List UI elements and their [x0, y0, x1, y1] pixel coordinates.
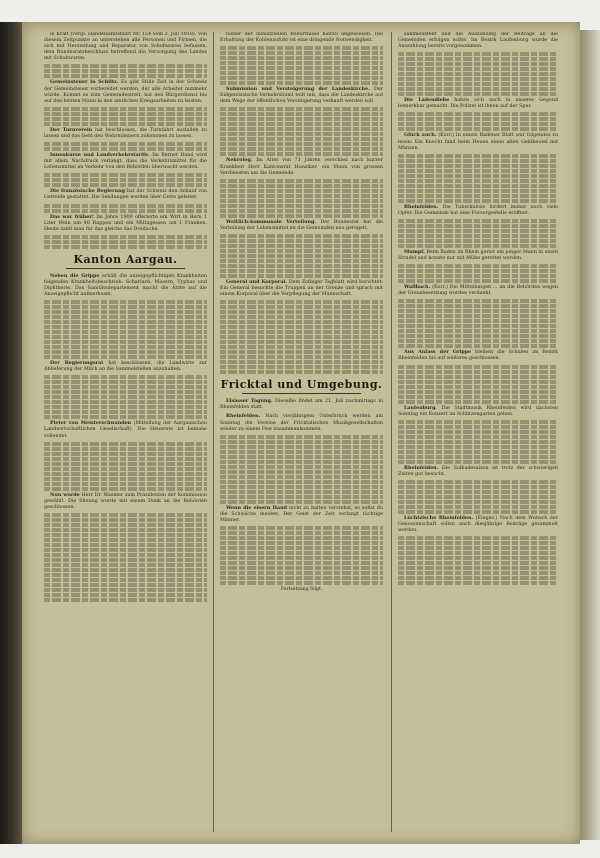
article-title: Nekrolog.: [226, 157, 253, 164]
article-26: Laufenburg. Die Stadtmusik Rheinfelden wird nächsten Sonntag ein Konzert im Schützengarten geben.: [398, 404, 558, 417]
article-title: Nun wurde: [50, 491, 80, 498]
article-25: Aus Anlass der Grippe bleiben die Schulen im Bezirk Rheinfelden bis auf weiteres geschlossen.: [398, 349, 558, 362]
column-2: [220, 32, 383, 834]
article-6: Das war früher! Im Jahre 1900 offerierte ein Wirt in Bern 1 Liter Wein um 40 Rappen und ein Mittagessen um 1 Franken. Heute zahlt man für das gleiche das Dreifache.: [44, 213, 207, 232]
article-4: Innenkurse und Landverkehrstarife. Im Berner Bund wird mit allem Nachdruck verlangt, dass die Verkehrsmittel für die Lebensmittel im Verkehr von den Behörden überwacht werden.: [44, 152, 207, 171]
article-title: Laufenburg.: [404, 404, 437, 411]
article-7: Neben die Grippe erhält die anzeigepflichtigen Krankheiten folgenden Krankheitsbeschrieb: Scharlach, Masern, Typhus und Diphtherie. Das Sanitätsdepartement macht die Ärzte auf die Anzeigepflicht aufmerksam.: [44, 272, 207, 298]
article-title: Mumpf.: [404, 248, 425, 255]
article-title: Glück auch.: [404, 132, 437, 139]
article-24: Wallbach. (Korr.) Die Mitteilungen ... an die Behörden wegen der Grenzbesetzung wurden verdankt.: [398, 284, 558, 297]
article-2: Gemeinsteuer in Schiltz. Es gibt Stille Zeit in der Schweiz der Gemeinsteuer vorbereitet werden, der alle Arbeiter nunmehr würde. Kommt es zum Gemeindestreit, hat den Bürgerdienst bis auf den letzten Mann in den amtlichen Kriegsarbeiten zu leisten.: [44, 79, 207, 104]
article-title: Wenn die eisern Hand: [226, 504, 287, 511]
article-28: Lüchtzische Rheinfelden. (Einges.) Nach dem Wunsch der Genossenschaft sollen auch diesjährige Beiträge gesammelt werden.: [398, 514, 558, 534]
article-title: Aus Anlass der Grippe: [404, 349, 472, 356]
column-rule-1: [213, 32, 214, 832]
article-1: in Kraft (vergl. Handelsamtsblatt Nr. 154 vom 2. Juli 1918). Von diesem Zeitpunkte an unterstehen alle Personen und Firmen, die sich mit Herstellung und Reparatur von Schuhwaren befassen, dem Bundesratsbeschluss betreffend die Versorgung des Landes mit Schuhwaren.: [44, 32, 207, 62]
article-21: Glück auch. (Korr.) In einem Badener Blatt war folgendes zu lesen: Ein Knecht fand beim Heuen einen alten Geldbeutel mit Münzen.: [398, 132, 558, 151]
article-18: Wenn die eisern Hand nicht zu halten verstehst, so sollst du die Schwäche meiden. Der Geist der Zeit verlangt tüchtige Männer.: [220, 504, 383, 523]
article-title: General und Korporal.: [226, 278, 287, 285]
article-27: Rheinfelden. Die Solbadesaison ist trotz der schwierigen Zeiten gut besucht.: [398, 464, 558, 477]
article-16: Elsässer Tagung. Dieselbe findet am 21. Juli nachmittags in Rheinfelden statt.: [220, 398, 383, 411]
article-title: Rheinfelden.: [404, 464, 439, 471]
article-title: Innenkurse und Landverkehrstarife.: [50, 152, 150, 159]
article-title: Pieter von Meisterschwanden: [50, 420, 132, 427]
article-title: Neben die Grippe: [50, 272, 100, 279]
article-title: Der Turnverein: [50, 126, 93, 133]
article-22: Rheinfelden. Die Tuberkulose fordert immer noch viele Opfer. Die Gemeinde hat eine Fürsorgestelle eröffnet.: [398, 203, 558, 216]
article-title: Das war früher!: [50, 213, 94, 220]
article-title: Gemeinsteuer in Schiltz.: [50, 79, 119, 86]
column-3: [398, 32, 558, 834]
article-title: Wallbach.: [404, 284, 431, 291]
column-1: [44, 32, 207, 834]
article-title: Der Regierungsrat: [50, 360, 104, 367]
article-title: Elsässer Tagung.: [226, 398, 273, 405]
newspaper-page: [22, 22, 580, 844]
article-11: bisher der industriellen Bedürfnisse hierzu angewiesen. Die Erhaltung der Kohlenzufuhr ist eine dringende Notwendigkeit.: [220, 32, 383, 44]
article-9: Pieter von Meisterschwanden (Mitteilung der Aargauischen Landwirtschaftlichen Gesellschaft). Die Heuernte ist beinahe vollendet.: [44, 420, 207, 439]
article-3: Der Turnverein hat beschlossen, die Turnfahrt ausfallen zu lassen und das Geld den Wehrmännern zukommen zu lassen.: [44, 126, 207, 139]
article-23: Mumpf. Beim Baden im Rhein geriet ein junger Mann in einen Strudel und konnte nur mit Mühe gerettet werden.: [398, 248, 558, 262]
article-title: Lüchtzische Rheinfelden.: [404, 514, 474, 521]
article-title: Die französische Regierung: [50, 188, 125, 195]
article-20: Die Ladendiebe haben sich auch in unserer Gegend bemerkbar gemacht. Die Polizei ist ihnen auf der Spur.: [398, 97, 558, 110]
article-title: Rheinfelden.: [226, 413, 261, 420]
article-10: Nun wurde Herr Dr. Wasmer zum Präsidenten der Kommission gewählt. Die Sitzung wurde mit einem Dank an die Behörden geschlossen.: [44, 491, 207, 510]
article-19: sammenstellt und die Auszahlung der Beiträge an die Gemeinden erfolgen sollte. Im Bezirk Laufenburg wurde die Auszahlung bereits vorgenommen.: [398, 32, 558, 50]
article-title: Rheinfelden.: [404, 203, 439, 210]
column-rule-2: [391, 32, 392, 832]
article-5: Die französische Regierung hat der Schweiz den Ankauf von Getreide gestattet. Die Sendungen werden über Cette geleitet.: [44, 188, 207, 201]
article-15: General und Korporal. Dem Zofinger Tagblatt wird berichtet: Ein General besuchte die Truppen an der Grenze und sprach mit einem Korporal über die Verpflegung der Mannschaft.: [220, 278, 383, 298]
page-stack-edge: [580, 30, 600, 840]
article-8: Der Regierungsrat hat beschlossen, die Landwirte zur Ablieferung der Milch an die Sammelstellen anzuhalten.: [44, 360, 207, 373]
article-12: Submission und Versteigerung der Landeskirche. Der Eidgenössische Verkehrsbund teilt mit, dass die Landeskirche auf dem Wege der öffentlichen Versteigerung verkauft werden soll.: [220, 86, 383, 105]
article-13: Nekrolog. Im Alter von 71 Jahren verschied nach kurzer Krankheit Herr Kantonsrat Hunziker, ein Mann von grossen Verdiensten um die Gemeinde.: [220, 157, 383, 176]
section-heading-fricktal: Fricktal und Umgebung.: [220, 378, 383, 392]
article-title: Submission und Versteigerung der Landeskirche.: [226, 86, 370, 93]
article-17: Rheinfelden. Nach vierjährigem Unterbruch werden am Sonntag die Vereine der Fricktalischen Musikgesellschaften wieder zu einem Fest zusammenkommen.: [220, 413, 383, 432]
article-title: Weltlich-kommunale Verteilung.: [226, 218, 317, 225]
continuation-note: Fortsetzung folgt.: [280, 586, 323, 592]
section-heading-kanton-aargau: Kanton Aargau.: [73, 252, 178, 266]
article-title: Die Ladendiebe: [404, 97, 450, 104]
article-14: Weltlich-kommunale Verteilung. Der Bundesrat hat die Verteilung der Lebensmittel an die Gemeinden neu geregelt.: [220, 218, 383, 231]
book-binding: [0, 22, 22, 844]
